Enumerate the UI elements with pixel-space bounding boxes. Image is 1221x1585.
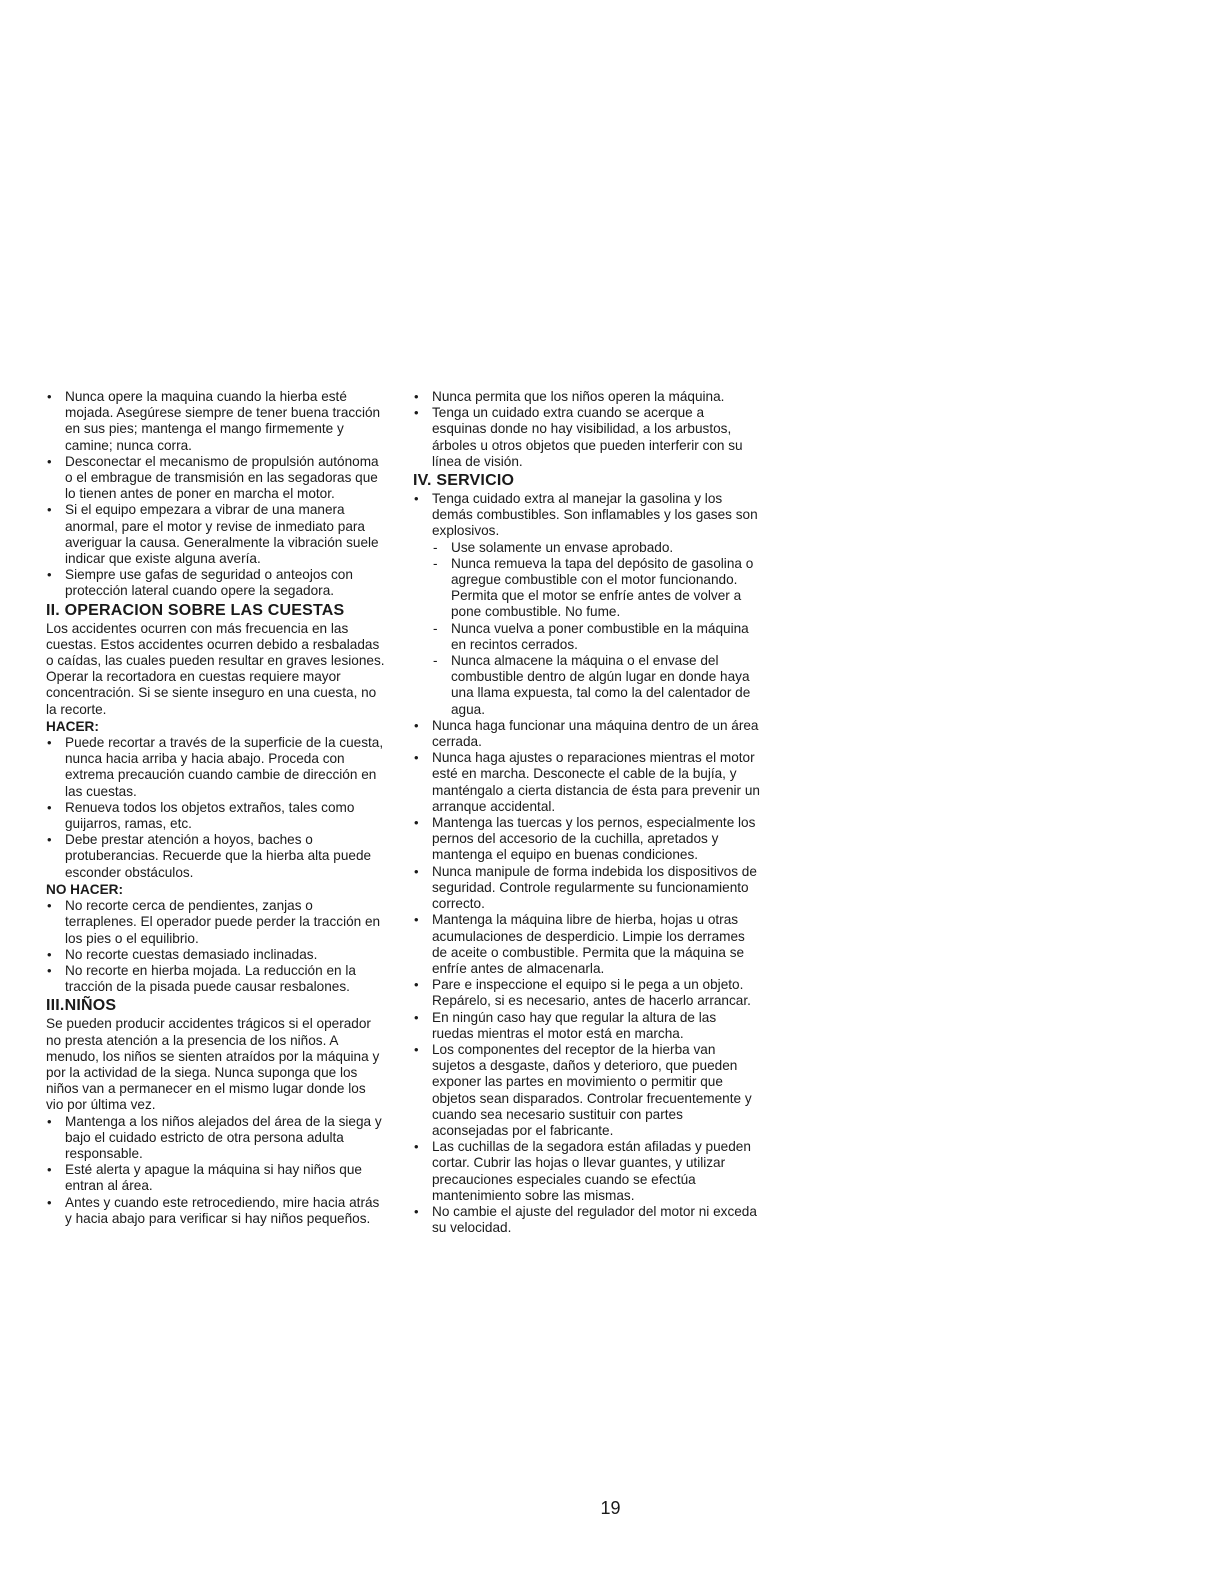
page-number: 19	[600, 1498, 621, 1518]
fuel-sublist	[413, 540, 761, 718]
list-item: • Nunca haga ajustes o reparaciones mientras el motor esté en marcha. Desconecte el cable de la bujía, y manténgalo a cierta distancia de ésta para prevenir un arranque accidental.	[413, 750, 761, 815]
list-item: • Mantenga las tuercas y los pernos, especialmente los pernos del accesorio de la cuchilla, apretados y mantenga el equipo en buenas condiciones.	[413, 815, 761, 864]
list-item: - Nunca remueva la tapa del depósito de gasolina o agregue combustible con el motor funcionando. Permita que el motor se enfríe antes de volver a pone combustible. No fume.	[432, 556, 761, 621]
right-column	[413, 389, 761, 1236]
list-item: • No cambie el ajuste del regulador del motor ni exceda su velocidad.	[413, 1204, 761, 1236]
list-item: • Esté alerta y apague la máquina si hay niños que entran al área.	[46, 1162, 386, 1194]
list-item: • Puede recortar a través de la superficie de la cuesta, nunca hacia arriba y hacia abajo. Proceda con extrema precaución cuando cambie de dirección en las cuestas.	[46, 735, 386, 800]
list-item: • Tenga un cuidado extra cuando se acerque a esquinas donde no hay visibilidad, a los arbustos, árboles u otros objetos que pueden interferir con su línea de visión.	[413, 405, 761, 470]
list-item: • Debe prestar atención a hoyos, baches o protuberancias. Recuerde que la hierba alta puede esconder obstáculos.	[46, 832, 386, 881]
list-item: • En ningún caso hay que regular la altura de las ruedas mientras el motor está en marcha.	[413, 1010, 761, 1042]
list-item: • Pare e inspeccione el equipo si le pega a un objeto. Repárelo, si es necesario, antes de hacerlo arrancar.	[413, 977, 761, 1009]
list-item: • Renueva todos los objetos extraños, tales como guijarros, ramas, etc.	[46, 800, 386, 832]
list-item: • Nunca opere la maquina cuando la hierba esté mojada. Asegúrese siempre de tener buena tracción en sus pies; mantenga el mango firmemente y camine; nunca corra.	[46, 389, 386, 454]
list-item: - Nunca vuelva a poner combustible en la máquina en recintos cerrados.	[432, 621, 761, 653]
list-item: • Mantenga a los niños alejados del área de la siega y bajo el cuidado estricto de otra persona adulta responsable.	[46, 1114, 386, 1163]
list-item: • Si el equipo empezara a vibrar de una manera anormal, pare el motor y revise de inmediato para averiguar la causa. Generalmente la vibración suele indicar que existe alguna avería.	[46, 502, 386, 567]
section-heading-service: IV. SERVICIO	[413, 472, 515, 490]
list-item	[413, 491, 761, 540]
subheading-do: HACER:	[46, 718, 99, 734]
list-item: • Siempre use gafas de seguridad o anteojos con protección lateral cuando opere la segadora.	[46, 567, 386, 599]
list-item: • Desconectar el mecanismo de propulsión autónoma o el embrague de transmisión en las segadoras que lo tienen antes de poner en marcha el motor.	[46, 454, 386, 503]
section-heading-children: III.NIÑOS	[46, 997, 117, 1015]
right-intro-list	[413, 389, 761, 470]
service-fuel-list	[413, 491, 761, 540]
do-list	[46, 735, 386, 881]
section-paragraph-children: Se pueden producir accidentes trágicos si el operador no presta atención a la presencia de los niños. A menudo, los niños se sienten atraídos por la máquina y por la actividad de la siega. Nunca suponga que los niños van a permanecer en el mismo lugar donde los vio por última vez.	[46, 1016, 380, 1113]
service-list	[413, 718, 761, 1237]
list-item: • No recorte en hierba mojada. La reducción en la tracción de la pisada puede causar resbalones.	[46, 963, 386, 995]
dont-list	[46, 898, 386, 995]
section-heading-slopes: II. OPERACION SOBRE LAS CUESTAS	[46, 601, 345, 619]
list-item: • Nunca haga funcionar una máquina dentro de un área cerrada.	[413, 718, 761, 750]
fuel-item-text: Tenga cuidado extra al manejar la gasolina y los demás combustibles. Son inflamables y los gases son explosivos.	[432, 491, 758, 539]
list-item: • Las cuchillas de la segadora están afiladas y pueden cortar. Cubrir las hojas o llevar guantes, y utilizar precauciones especiales cuando se efectúa mantenimiento sobre las mismas.	[413, 1139, 761, 1204]
subheading-dont: NO HACER:	[46, 881, 124, 897]
list-item: • Los componentes del receptor de la hierba van sujetos a desgaste, daños y deterioro, que pueden exponer las partes en movimiento o permitir que objetos sean disparados. Controlar frecuentemente y cuando sea necesario sustituir con partes aconsejadas por el fabricante.	[413, 1042, 761, 1139]
list-item: - Nunca almacene la máquina o el envase del combustible dentro de algún lugar en donde haya una llama expuesta, tal como la del calentador de agua.	[432, 653, 761, 718]
list-item: • No recorte cerca de pendientes, zanjas o terraplenes. El operador puede perder la tracción en los pies o el equilibrio.	[46, 898, 386, 947]
children-list	[46, 1114, 386, 1227]
list-item: - Use solamente un envase aprobado.	[432, 540, 761, 556]
list-item: • Nunca permita que los niños operen la máquina.	[413, 389, 761, 405]
list-item: • No recorte cuestas demasiado inclinadas.	[46, 947, 386, 963]
list-item: • Mantenga la máquina libre de hierba, hojas u otras acumulaciones de desperdicio. Limpie los derrames de aceite o combustible. Permita que la máquina se enfríe antes de almacenarla.	[413, 912, 761, 977]
left-column	[46, 389, 386, 1227]
list-item: • Nunca manipule de forma indebida los dispositivos de seguridad. Controle regularmente su funcionamiento correcto.	[413, 864, 761, 913]
section-paragraph-slopes: Los accidentes ocurren con más frecuencia en las cuestas. Estos accidentes ocurren debido a resbaladas o caídas, las cuales pueden resultar en graves lesiones. Operar la recortadora en cuestas requiere mayor concentración. Si se siente inseguro en una cuesta, no la recorte.	[46, 620, 385, 717]
left-intro-list	[46, 389, 386, 600]
list-item: • Antes y cuando este retrocediendo, mire hacia atrás y hacia abajo para verificar si hay niños pequeños.	[46, 1195, 386, 1227]
